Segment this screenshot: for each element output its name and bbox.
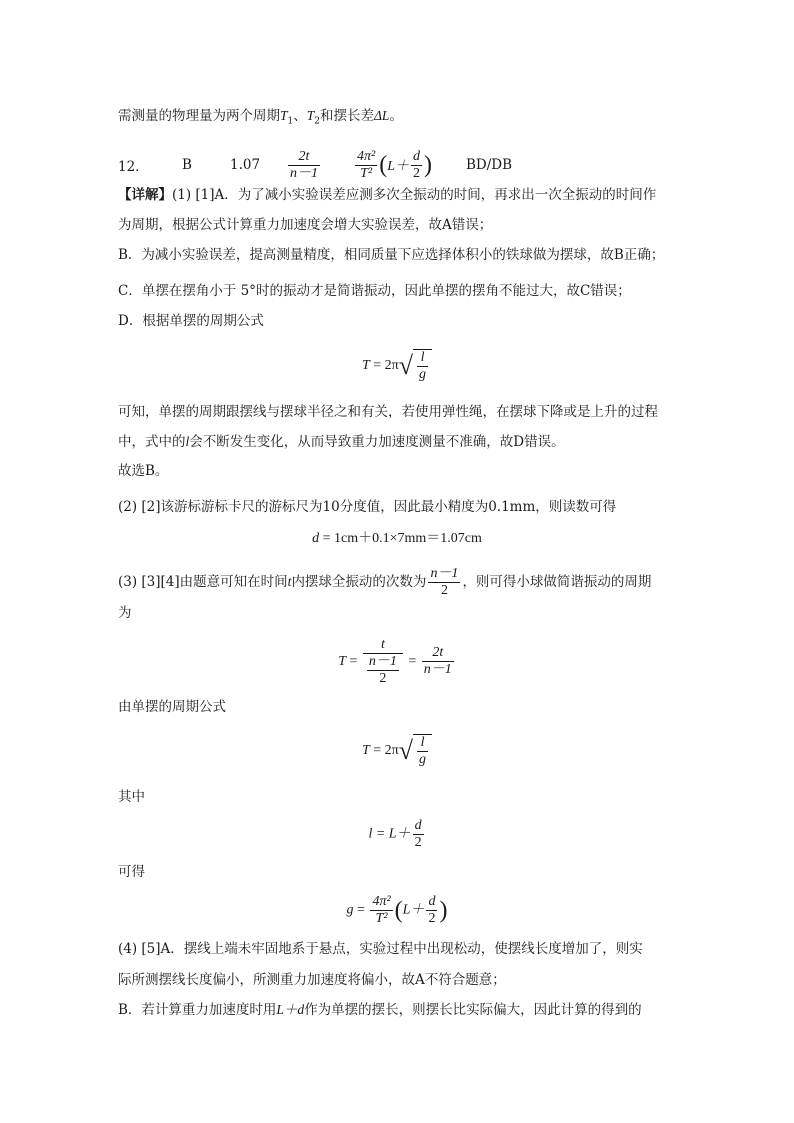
equation-period-derivation: T = $\frac{t}{\frac{n-1}{2}}$ = $\frac{2t}{n-1}$ xyxy=(338,636,452,686)
answer-3 xyxy=(286,145,322,185)
equation-period-1: T = 2π√ $\frac{l}{g}$ xyxy=(0,349,794,383)
intro-tail: 和摆长差 xyxy=(320,108,374,124)
line-8: 故选B。 xyxy=(118,463,169,479)
period-t2-sub: 2 xyxy=(314,116,320,127)
line-15: (4) [5]A．摆线上端未牢固地系于悬点，实验过程中出现松动，使摆线长度增加了，则实 xyxy=(118,941,643,957)
period-t1: T xyxy=(280,108,288,123)
line-16: 际所测摆线长度偏小，所测重力加速度将偏小，故A不符合题意； xyxy=(118,972,506,988)
answer-1: B xyxy=(182,157,192,173)
equation-period-2: T = 2π√ $\frac{l}{g}$ xyxy=(0,734,794,768)
equation-length: l = L＋ $\frac{d}{2}$ xyxy=(368,818,422,850)
line-4: C．单摆在摆角小于 5°时的振动才是简谐振动，因此单摆的摆角不能过大，故C错误； xyxy=(118,283,631,299)
intro-end: 。 xyxy=(389,108,403,124)
equation-gravity: g = $\frac{\text{4π²}}{\text{T²}}$ (L＋ $\frac{d}{2}$ ) xyxy=(346,894,448,926)
answer-5: BD/DB xyxy=(466,157,513,173)
line-1: 【详解】(1) [1]A．为了减小实验误差应测多次全振动的时间，再求出一次全振动的时间作 xyxy=(118,187,657,203)
answer-4-d-over-2: $\frac{d}{2}$ xyxy=(413,148,421,181)
line-11: 为 xyxy=(118,605,132,621)
line-2: 为周期，根据公式计算重力加速度会增大实验误差，故A错误； xyxy=(118,217,493,233)
line-17: B．若计算重力加速度时用L＋d作为单摆的摆长，则摆长比实际偏大，因此计算的得到的 xyxy=(118,1002,642,1018)
line-3: B．为减小实验误差，提高测量精度，相同质量下应选择体积小的铁球做为摆球，故B正确； xyxy=(118,247,665,263)
line-6: 可知，单摆的周期跟摆线与摆球半径之和有关，若使用弹性绳，在摆球下降或是上升的过程 xyxy=(118,404,658,420)
line-10: (3) [3][4]由题意可知在时间t内摆球全振动的次数为 $\frac{n-1}{2}$ ，则可得小球做简谐振动的周期 xyxy=(118,566,652,598)
period-t2: T xyxy=(306,108,315,123)
sqrt: √ $\frac{l}{g}$ xyxy=(399,349,432,383)
question-number: 12． xyxy=(118,159,149,175)
delta-l: ΔL xyxy=(374,108,390,123)
answer-4: $\frac{\text{4π²}}{\text{T²}}$ ( L＋ $\frac{d}{2}$ ) xyxy=(357,148,433,181)
detail-heading: 【详解】 xyxy=(118,187,172,203)
line-13: 其中 xyxy=(118,789,145,805)
answer-2: 1.07 xyxy=(230,157,261,173)
line-5: D．根据单摆的周期公式 xyxy=(118,313,264,329)
answer-3-fraction: $\frac{2t}{n-1}$ xyxy=(290,148,318,181)
compound-fraction: $\frac{t}{\frac{n-1}{2}}$ xyxy=(363,637,403,687)
answer-4-coef: $\frac{\text{4π²}}{\text{T²}}$ xyxy=(357,148,376,181)
line-9: (2) [2]该游标游标卡尺的游标尺为10分度值，因此最小精度为0.1mm，则读数可得 xyxy=(118,499,617,515)
equation-reading: d = 1cm＋0.1×7mm＝1.07cm xyxy=(312,531,482,546)
line-12: 由单摆的周期公式 xyxy=(118,699,226,715)
answers-row xyxy=(118,145,678,185)
line-7: 中，式中的l会不断发生变化，从而导致重力加速度测量不准确，故D错误。 xyxy=(118,434,565,450)
inline-fraction-oscillations: $\frac{n-1}{2}$ xyxy=(430,566,459,598)
intro-text: 需测量的物理量为两个周期 xyxy=(118,108,280,124)
intro-line xyxy=(118,106,403,132)
period-t1-sub: 1 xyxy=(287,116,294,127)
line-14: 可得 xyxy=(118,864,145,880)
separator: 、 xyxy=(293,108,307,124)
